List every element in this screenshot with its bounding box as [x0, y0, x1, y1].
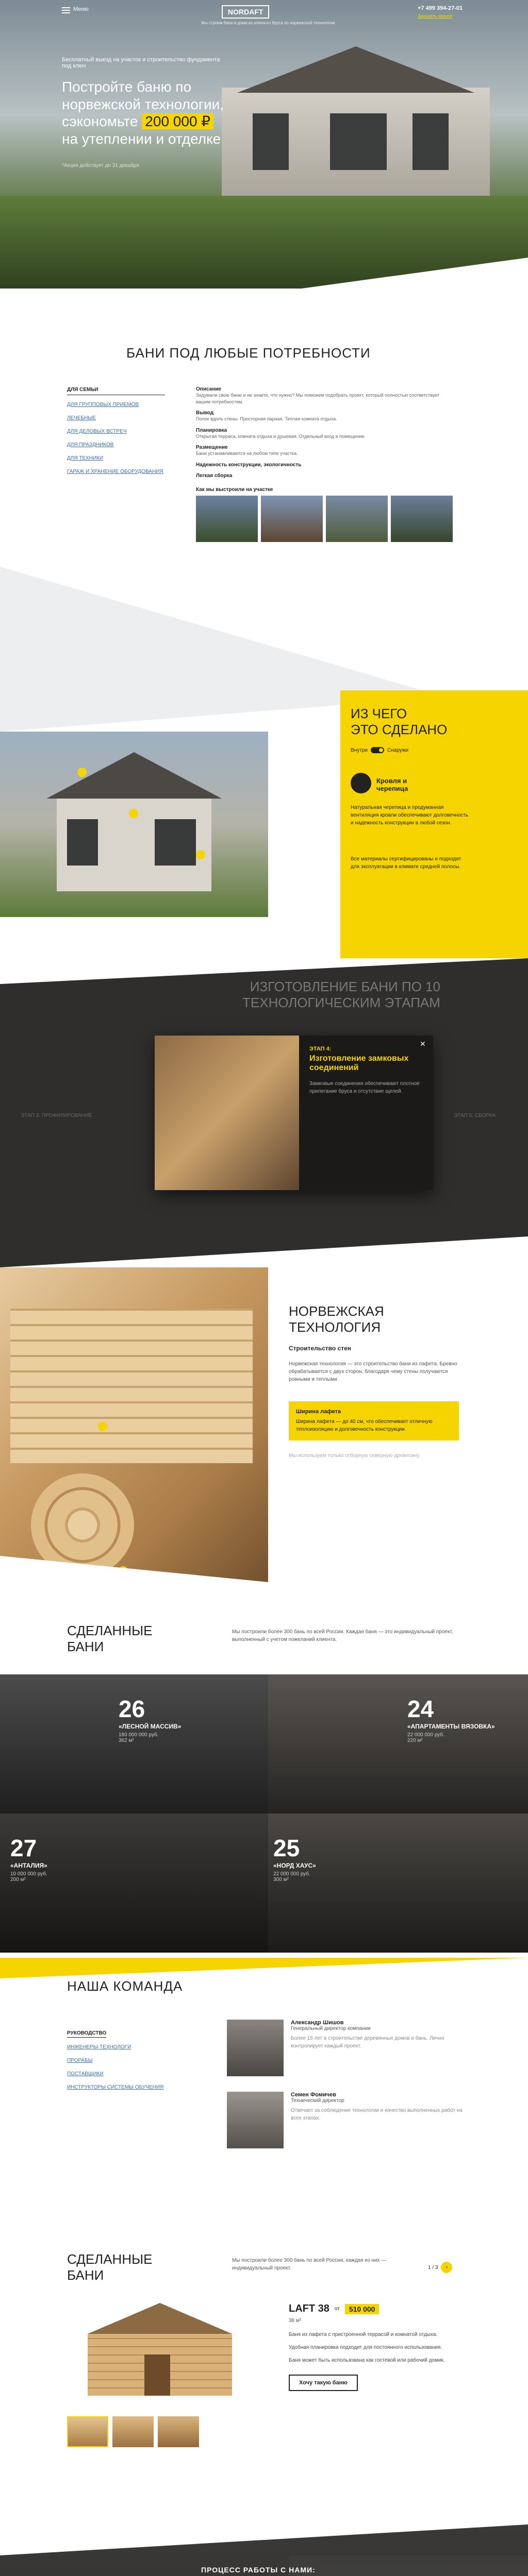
product-model: LAFT 38 [289, 2303, 329, 2314]
hotspot-icon[interactable] [196, 850, 205, 862]
stages-title [242, 979, 440, 1011]
needs-block-head: Надежность конструкции, экологичность [196, 462, 302, 468]
done-tile-name: «ЛЕСНОЙ МАССИВ» [119, 1723, 182, 1730]
hero-title-3: сэкономьте [62, 113, 138, 130]
gallery-thumb[interactable] [261, 496, 323, 542]
member-text: Отвечает за соблюдение технологии и качество выполненных работ на всех этапах. [291, 2108, 463, 2121]
tech-title-1: НОРВЕЖСКАЯ [289, 1303, 384, 1319]
done-tile-price: 22 000 000 руб. [407, 1732, 444, 1738]
stages-side-left[interactable]: ЭТАП 3: ПРОФИЛИРОВАНИЕ [21, 1113, 92, 1118]
slider-dot-1[interactable]: 1 [412, 304, 416, 310]
needs-block-head: Размещение [196, 445, 228, 451]
needs-tab-tech[interactable]: ДЛЯ ТЕХНИКИ [67, 455, 104, 461]
done-tile[interactable] [0, 1674, 268, 1814]
tech-extra: Мы используем только отборную северную древесину. [289, 1453, 420, 1459]
member-name: Александр Шишов [291, 2020, 344, 2026]
needs-content [196, 386, 454, 542]
product-text-2: Удобная планировка подходит для постоянного использования. [289, 2345, 442, 2350]
done-tile-price: 10 000 000 руб. [10, 1871, 47, 1877]
pager-label: 1 / 3 [428, 2264, 438, 2270]
header-phone[interactable]: +7 499 394-27-01 [418, 5, 463, 11]
stages-title-1: ИЗГОТОВЛЕНИЕ БАНИ ПО 10 [250, 979, 440, 994]
material-feature-title: Кровля и черепица [376, 777, 408, 792]
needs-block [196, 462, 454, 468]
hero-content [62, 57, 268, 168]
avatar [227, 2020, 284, 2076]
header-tagline: Мы строим бани и дома из клееного бруса по норвежской технологии [201, 21, 335, 25]
team-section [0, 1958, 528, 2226]
hotspot-icon[interactable] [98, 1422, 107, 1434]
menu-icon[interactable] [62, 7, 70, 13]
product-price: 510 000 [345, 2304, 380, 2314]
process-bg-house [289, 2555, 528, 2576]
close-icon[interactable]: ✕ [420, 1040, 426, 1048]
tech-title-2: ТЕХНОЛОГИЯ [289, 1319, 381, 1335]
done-tile-price: 180 000 000 руб. [119, 1732, 159, 1738]
needs-tab-garage[interactable]: ГАРАЖ И ХРАНЕНИЕ ОБОРУДОВАНИЯ [67, 469, 163, 474]
stage-title: Изготовление замковых соединений [309, 1054, 409, 1072]
product-image [67, 2303, 253, 2406]
member-role: Технический директор [291, 2098, 344, 2104]
tech-section [0, 1267, 528, 1607]
team-member [227, 2020, 474, 2076]
needs-tab-groups[interactable]: ДЛЯ ГРУППОВЫХ ПРИЕМОВ [67, 402, 139, 408]
member-role: Генеральный директор компании [291, 2026, 371, 2031]
product-pager [428, 2262, 452, 2273]
avatar [227, 2092, 284, 2148]
needs-tabs [67, 386, 165, 476]
product-thumb[interactable] [67, 2416, 108, 2447]
member-name: Семен Фомичев [291, 2092, 336, 2098]
logo-text: NORDAFT [228, 8, 263, 16]
material-title [351, 706, 447, 738]
process-section [0, 2524, 528, 2576]
done-tile-area: 200 м² [10, 1877, 26, 1883]
logo[interactable] [222, 5, 269, 19]
product-intro: Мы построили более 300 бань по всей России, каждая из них — индивидуальный проект. [232, 2258, 387, 2271]
done-tile-price: 22 000 000 руб. [273, 1871, 310, 1877]
tech-box [289, 1401, 459, 1440]
team-tab-management[interactable]: РУКОВОДСТВО [67, 2030, 106, 2038]
product-title-1: СДЕЛАННЫЕ [67, 2251, 153, 2267]
hotspot-icon[interactable] [77, 768, 87, 779]
needs-title: БАНИ ПОД ЛЮБЫЕ ПОТРЕБНОСТИ [126, 345, 371, 361]
stage-text: Замковые соединения обеспечивают плотное прилегание бруса и отсутствие щелей. [309, 1081, 420, 1094]
product-text-1: Баня из лафета с пристроенной террасой и комнатой отдыха. [289, 2332, 438, 2337]
product-title [67, 2251, 152, 2283]
hero-title-2: норвежской технологии, [62, 96, 224, 112]
needs-block-head: Планировка [196, 427, 227, 433]
stage-info [299, 1036, 433, 1190]
tech-box-text: Ширина лафета — до 40 см, что обеспечивает отличную теплоизоляцию и долговечность конструкции. [296, 1419, 433, 1432]
done-tile-num: 27 [10, 1835, 37, 1861]
product-area: 38 м² [289, 2318, 302, 2324]
needs-block-head: Описание [196, 386, 221, 392]
done-tile-name: «АНТАЛИЯ» [10, 1862, 47, 1869]
slider-num-1[interactable]: 1 [438, 304, 441, 310]
header-callback[interactable]: Заказать звонок [418, 13, 453, 19]
want-button[interactable]: Хочу такую баню [289, 2375, 358, 2391]
process-title: ПРОЦЕСС РАБОТЫ С НАМИ: [201, 2566, 316, 2574]
hotspot-icon[interactable] [129, 809, 138, 821]
needs-block-text: Задумали свою баню и не знаете, что нужно? Мы поможем подобрать проект, который полностью соответствует вашим потребностям. [196, 393, 439, 404]
material-title-2: ЭТО СДЕЛАНО [351, 722, 448, 738]
done-tile[interactable] [0, 1814, 268, 1953]
tech-box-title: Ширина лафета [296, 1409, 341, 1415]
needs-tab-holidays[interactable]: ДЛЯ ПРАЗДНИКОВ [67, 442, 114, 448]
slider-num-3[interactable]: 3 [463, 304, 467, 310]
hero-diagonal [0, 258, 528, 330]
needs-section [0, 330, 528, 721]
slider-dot-4[interactable]: 4 [447, 304, 450, 310]
needs-block [196, 428, 454, 440]
team-title: НАША КОМАНДА [67, 1978, 183, 1994]
material-section [0, 690, 528, 958]
slider-num-4[interactable]: 4 [476, 304, 479, 310]
needs-block-text: Бани устанавливаются на любом типе участка. [196, 451, 298, 456]
done-section [0, 1607, 528, 1958]
product-thumb[interactable] [112, 2416, 154, 2447]
material-house-image [0, 732, 268, 917]
team-tab-foremen[interactable]: ПРОРАБЫ [67, 2058, 93, 2063]
done-title-1: СДЕЛАННЫЕ [67, 1623, 153, 1638]
needs-gallery [196, 496, 454, 542]
gallery-caption: Как мы выстроили на участке [196, 486, 273, 493]
needs-tab-family[interactable]: ДЛЯ СЕМЬИ [67, 386, 165, 395]
product-thumb[interactable] [158, 2416, 199, 2447]
stage-image [155, 1036, 299, 1190]
done-tile-area: 220 м² [407, 1738, 423, 1743]
material-feature-text: Натуральная черепица и продуманная вентиляция кровли обеспечивают долговечность и надежность конструкции в любой сезон. [351, 805, 469, 826]
hero-pretitle: Бесплатный выезд на участок и строительство фундамента под ключ [62, 57, 220, 69]
team-tab-suppliers[interactable]: ПОСТАВЩИКИ [67, 2071, 104, 2077]
header [0, 0, 528, 26]
needs-block-head: Вывод [196, 410, 214, 416]
done-tile[interactable] [268, 1814, 528, 1953]
tech-text: Норвежская технология — это строительство бани из лафета. Бревно обрабатывается с двух сторон, благодаря чему стены получаются ровными и теплыми. [289, 1361, 457, 1382]
toggle-switch[interactable] [371, 747, 384, 753]
product-thumbs [67, 2416, 199, 2447]
stages-side-right[interactable]: ЭТАП 5: СБОРКА [454, 1113, 496, 1118]
hero-note: *Акция действует до 31 декабря [62, 163, 139, 169]
hero-amount: 200 000 ₽ [142, 113, 213, 129]
team-member [227, 2092, 474, 2148]
member-text: Более 15 лет в строительстве деревянных домов и бань. Лично контролирует каждый проект. [291, 2036, 444, 2049]
material-toggle[interactable] [351, 747, 408, 753]
product-info [289, 2303, 469, 2391]
slider-num-2[interactable]: 2 [451, 304, 454, 310]
done-title [67, 1623, 152, 1655]
hero-title-4: на утеплении и отделке [62, 130, 221, 147]
gallery-thumb[interactable] [196, 496, 258, 542]
team-tab-engineers[interactable]: ИНЖЕНЕРЫ-ТЕХНОЛОГИ [67, 2044, 131, 2050]
done-tile[interactable] [268, 1674, 528, 1814]
slider-dot-2[interactable]: 2 [424, 304, 427, 310]
needs-block [196, 386, 454, 405]
needs-block-text: Полок вдоль стены. Просторная парная. Теплая комната отдыха. [196, 416, 337, 422]
done-tile-name: «АПАРТАМЕНТЫ ВЯЗОВКА» [407, 1723, 495, 1730]
hero-section [0, 0, 528, 310]
next-arrow-icon[interactable]: › [441, 2262, 452, 2273]
needs-block [196, 473, 454, 479]
stages-section [0, 958, 528, 1267]
needs-block [196, 410, 454, 422]
done-tile-area: 362 м² [119, 1738, 134, 1743]
tech-title [289, 1303, 384, 1335]
needs-tab-healing[interactable]: ЛЕЧЕБНЫЕ [67, 415, 96, 421]
hero-title-1: Постройте баню по [62, 79, 192, 95]
product-section [0, 2226, 528, 2524]
gallery-thumb[interactable] [326, 496, 388, 542]
done-tile-num: 25 [273, 1835, 300, 1861]
needs-block [196, 445, 454, 457]
product-price-prefix: от [334, 2306, 340, 2312]
needs-block-head: Легкая сборка [196, 472, 233, 479]
done-tile-name: «НОРД ХАУС» [273, 1862, 316, 1869]
menu-label[interactable]: Меню [73, 6, 89, 12]
done-intro: Мы построили более 300 бань по всей России. Каждая баня — это индивидуальный проект, выполненный с учетом пожеланий клиента. [232, 1629, 453, 1642]
done-tile-area: 300 м² [273, 1877, 289, 1883]
toggle-inside[interactable]: Внутри [351, 747, 368, 753]
product-text-3: Баня может быть использована как гостевой или рабочий домик. [289, 2358, 445, 2363]
material-title-1: ИЗ ЧЕГО [351, 706, 407, 721]
material-note: Все материалы сертифицированы и подходят для эксплуатации в климате средней полосы. [351, 856, 461, 870]
tech-subtitle: Строительство стен [289, 1345, 352, 1352]
done-tile-num: 26 [119, 1696, 145, 1722]
stages-title-2: ТЕХНОЛОГИЧЕСКИМ ЭТАПАМ [242, 995, 440, 1011]
stage-label: ЭТАП 4: [309, 1046, 332, 1052]
needs-tab-business[interactable]: ДЛЯ ДЕЛОВЫХ ВСТРЕЧ [67, 429, 127, 434]
slider-dot-3[interactable]: 3 [435, 304, 439, 310]
team-tab-instructors[interactable]: ИНСТРУКТОРЫ СИСТЕМЫ ОБУЧЕНИЯ [67, 2084, 164, 2090]
stage-card [155, 1036, 433, 1190]
product-title-2: БАНИ [67, 2267, 104, 2283]
roof-icon [351, 773, 371, 793]
toggle-outside[interactable]: Снаружи [387, 747, 409, 753]
done-title-2: БАНИ [67, 1639, 104, 1655]
gallery-thumb[interactable] [391, 496, 453, 542]
team-tabs [67, 2030, 163, 2091]
needs-block-text: Открытая терраса, комната отдыха и душевая. Отдельный вход в помещение. [196, 433, 366, 439]
done-tile-num: 24 [407, 1696, 434, 1722]
